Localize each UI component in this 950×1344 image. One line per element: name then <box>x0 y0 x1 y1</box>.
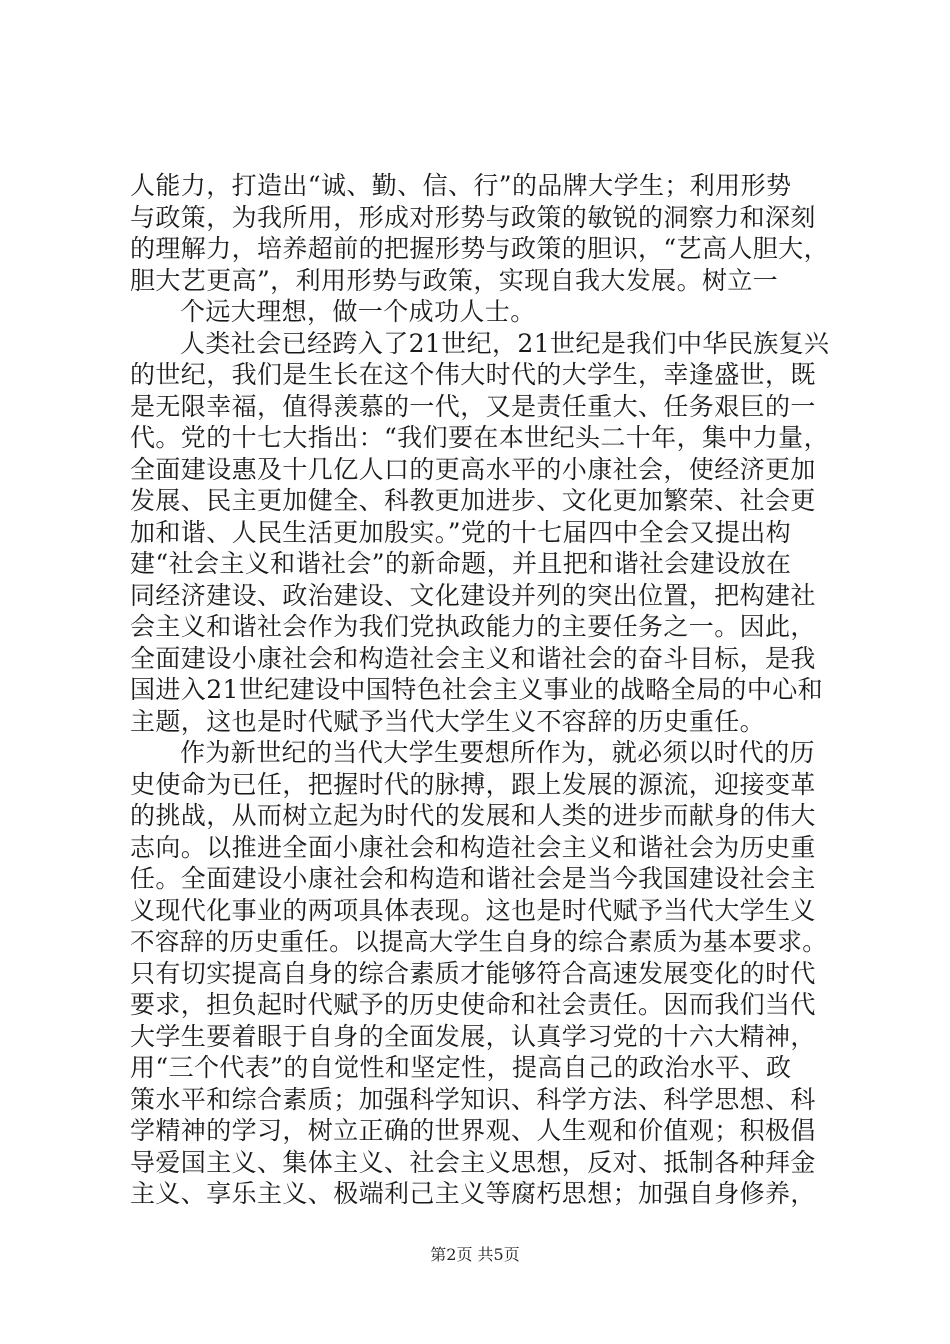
text-line: 志向。以推进全面小康社会和构造社会主义和谐社会为历史重 <box>130 832 816 862</box>
text-line: 史使命为已任，把握时代的脉搏，跟上发展的源流，迎接变革 <box>130 769 816 799</box>
text-line: 人类社会已经跨入了21世纪，21世纪是我们中华民族复兴 <box>180 328 830 358</box>
text-line: 全面建设小康社会和构造社会主义和谐社会的奋斗目标，是我 <box>130 643 816 673</box>
text-line: 发展、民主更加健全、科教更加进步、文化更加繁荣、社会更 <box>130 486 816 515</box>
text-line: 会主义和谐社会作为我们党执政能力的主要任务之一。因此， <box>130 612 816 641</box>
text-line: 的理解力，培养超前的把握形势与政策的胆识，“艺高人胆大， <box>130 234 829 263</box>
text-line: 全面建设惠及十几亿人口的更高水平的小康社会，使经济更加 <box>130 454 816 484</box>
text-line: 胆大艺更高”，利用形势与政策，实现自我大发展。树立一 <box>130 265 779 295</box>
text-line: 作为新世纪的当代大学生要想所作为，就必须以时代的历 <box>180 738 816 767</box>
text-line: 国进入21世纪建设中国特色社会主义事业的战略全局的中心和 <box>130 675 824 704</box>
text-line: 学精神的学习，树立正确的世界观、人生观和价值观；积极倡 <box>130 1116 816 1145</box>
text-line: 同经济建设、政治建设、文化建设并列的突出位置，把构建社 <box>130 580 816 610</box>
page-number-footer: 第2页 共5页 <box>430 1245 520 1264</box>
text-line: 策水平和综合素质；加强科学知识、科学方法、科学思想、科 <box>130 1084 816 1114</box>
text-line: 个远大理想，做一个成功人士。 <box>180 297 536 326</box>
text-line: 义现代化事业的两项具体表现。这也是时代赋予当代大学生义 <box>130 895 816 925</box>
text-line: 大学生要着眼于自身的全面发展，认真学习党的十六大精神， <box>130 1021 816 1051</box>
text-line: 要求，担负起时代赋予的历史使命和社会责任。因而我们当代 <box>130 990 816 1019</box>
document-body <box>130 170 830 1210</box>
text-line: 与政策，为我所用，形成对形势与政策的敏锐的洞察力和深刻 <box>130 202 816 232</box>
text-line: 建“社会主义和谐社会”的新命题，并且把和谐社会建设放在 <box>130 549 792 578</box>
text-line: 任。全面建设小康社会和构造和谐社会是当今我国建设社会主 <box>130 864 816 893</box>
text-line: 的世纪，我们是生长在这个伟大时代的大学生，幸逢盛世，既 <box>130 360 816 389</box>
text-line: 主题，这也是时代赋予当代大学生义不容辞的历史重任。 <box>130 706 766 736</box>
text-line: 代。党的十七大指出：“我们要在本世纪头二十年，集中力量， <box>130 423 829 452</box>
text-line: 人能力，打造出“诚、勤、信、行”的品牌大学生；利用形势 <box>130 171 792 200</box>
text-line: 只有切实提高自身的综合素质才能够符合高速发展变化的时代 <box>130 958 816 988</box>
text-line: 导爱国主义、集体主义、社会主义思想，反对、抵制各种拜金 <box>130 1147 816 1177</box>
text-line: 不容辞的历史重任。以提高大学生自身的综合素质为基本要求。 <box>130 927 828 956</box>
text-line: 的挑战，从而树立起为时代的发展和人类的进步而献身的伟大 <box>130 801 816 830</box>
text-line: 是无限幸福，值得羡慕的一代，又是责任重大、任务艰巨的一 <box>130 391 816 421</box>
text-line: 主义、享乐主义、极端利己主义等腐朽思想；加强自身修养， <box>130 1179 816 1208</box>
text-line: 加和谐、人民生活更加殷实。”党的十七届四中全会又提出构 <box>130 517 792 547</box>
text-line: 用“三个代表”的自觉性和坚定性，提高自己的政治水平、政 <box>130 1053 792 1082</box>
